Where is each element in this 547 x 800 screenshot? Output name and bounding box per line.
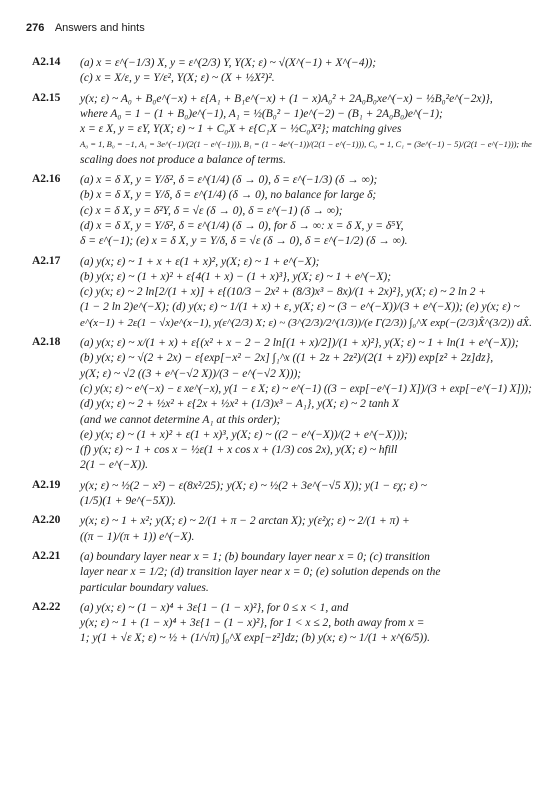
answer-line: (a) y(x; ε) ~ 1 + x + ε(1 + x)², y(X; ε) ~ 1 + e^(−X); (80, 255, 320, 268)
answer-line: where A₀ = 1 − (1 + B₀)e^(−1), A₁ = ½(B₀² − 1)e^(−2) − (B₁ + 2A₀B₀)e^(−1); (80, 107, 443, 120)
answer-line: (e) y(x; ε) ~ (1 + x)² + ε(1 + x)³, y(X; ε) ~ ((2 − e^(−X))/(2 + e^(−X))); (80, 428, 408, 441)
answer-line: y(x; ε) ~ 1 + x²; y(X; ε) ~ 2/(1 + π − 2 arctan X); y(ε²χ; ε) ~ 2/(1 + π) + (80, 515, 410, 528)
answer-text (32, 56, 532, 87)
answer-label: A2.17 (32, 254, 61, 267)
answer-entry (32, 56, 532, 87)
answer-line: (a) y(x; ε) ~ x/(1 + x) + ε{(x² + x − 2 − 2 ln[(1 + x)/2])/(1 + x)²}, y(X; ε) ~ 1 + ln(1 + e^(−X)); (80, 337, 519, 350)
answer-line: (b) x = δ X, y = Y/δ, δ = ε^(1/4) (δ → 0), no balance for large δ; (80, 189, 377, 202)
answer-text (32, 479, 532, 510)
answer-label: A2.19 (32, 478, 61, 491)
answer-text (32, 514, 532, 545)
answer-label: A2.15 (32, 91, 61, 104)
answer-line: (c) y(x; ε) ~ e^(−x) − ε xe^(−x), y(1 − ε X; ε) ~ e^(−1) ((3 − exp[−e^(−1) X])/(3 + exp[−e^(−1) X])); (80, 382, 532, 395)
answer-entry (32, 92, 532, 168)
answer-line: (a) y(x; ε) ~ (1 − x)⁴ + 3ε{1 − (1 − x)²}, for 0 ≤ x < 1, and (80, 601, 349, 614)
answer-label: A2.14 (32, 56, 61, 68)
answer-line: A₀ = 1, B₀ = −1, A₁ = 3e^(−1)/(2(1 − e^(−1))), B₁ = (1 − 4e^(−1))/(2(1 − e^(−1))), C₀ = 1, C₁ = (3e^(−1) − 5)/(2(1 − e^(−1))); the (80, 139, 532, 150)
answer-line: layer near x = 1/2; (d) transition layer near x = 0; (e) solution depends on the (80, 566, 441, 579)
answer-line: e^(x−1) + 2ε(1 − √x)e^(x−1), y(ε^(2/3) X; ε) ~ (3^(2/3)/2^(1/3))/(e Γ(2/3)) ∫₀^X exp(−(2/3)X̂^(3/2)) dX̂. (80, 316, 532, 329)
answer-line: (b) y(x; ε) ~ √(2 + 2x) − ε{exp[−x² − 2x] ∫₁^x ((1 + 2z + 2z²)/(2(1 + z)²)) exp[z² + 2z]dz}, (80, 352, 494, 365)
answer-line: (d) y(x; ε) ~ 2 + ½x² + ε{2x + ½x² + (1/3)x³ − A₁}, y(X; ε) ~ 2 tanh X (80, 398, 400, 411)
answer-line: (1/5)(1 + 9e^(−5X)). (80, 495, 177, 508)
answer-line: (a) x = ε^(−1/3) X, y = ε^(2/3) Y, Y(X; ε) ~ √(X^(−1) + X^(−4)); (80, 57, 377, 69)
answer-line: 2(1 − e^(−X)). (80, 459, 148, 472)
answer-line: δ = ε^(−1); (e) x = δ X, y = Y/δ, δ = √ε (δ → 0), δ = ε^(−1/2) (δ → ∞). (80, 235, 408, 248)
answer-line: y(X; ε) ~ √2 ((3 + e^(−√2 X))/(3 − e^(−√2 X))); (80, 367, 302, 380)
answers-body (32, 56, 532, 652)
answer-text (32, 336, 532, 474)
running-header (26, 22, 145, 34)
answer-entry (32, 550, 532, 596)
answer-label: A2.22 (32, 600, 61, 613)
answer-label: A2.20 (32, 514, 61, 527)
answer-entry (32, 173, 532, 249)
answer-text (32, 173, 532, 249)
answer-line: (f) y(x; ε) ~ 1 + cos x − ½ε(1 + x cos x + (1/3) cos 2x), y(X; ε) ~ hfill (80, 444, 398, 457)
answer-label: A2.21 (32, 549, 61, 562)
answer-line: y(x; ε) ~ A₀ + B₀e^(−x) + ε{A₁ + B₁e^(−x) + (1 − x)A₀² + 2A₀B₀xe^(−x) − ½B₀²e^(−2x)}, (80, 92, 493, 105)
answer-line: (1 − 2 ln 2)e^(−X); (d) y(x; ε) ~ 1/(1 + x) + ε, y(X; ε) ~ (3 − e^(−X))/(3 + e^(−X)); (e) y(x; ε) ~ (80, 301, 520, 314)
answer-line: ((π − 1)/(π + 1)) e^(−X). (80, 530, 195, 543)
answer-line: particular boundary values. (80, 581, 209, 594)
answer-text (32, 255, 532, 331)
answer-entry (32, 255, 532, 331)
answer-line: (a) boundary layer near x = 1; (b) boundary layer near x = 0; (c) transition (80, 550, 430, 563)
answer-label: A2.16 (32, 173, 61, 186)
answer-line: scaling does not produce a balance of terms. (80, 153, 286, 166)
answer-label: A2.18 (32, 336, 61, 349)
answer-entry (32, 336, 532, 474)
answer-text (32, 601, 532, 647)
answer-line: (a) x = δ X, y = Y/δ², δ = ε^(1/4) (δ → 0), δ = ε^(−1/3) (δ → ∞); (80, 174, 378, 187)
answer-text (32, 550, 532, 596)
running-title: Answers and hints (54, 22, 145, 34)
answer-line: 1; y(1 + √ε X; ε) ~ ½ + (1/√π) ∫₀^X exp[−z²]dz; (b) y(x; ε) ~ 1/(1 + x^(6/5)). (80, 632, 430, 645)
answer-entry (32, 514, 532, 545)
answer-line: y(x; ε) ~ ½(2 − x²) − ε(8x²/25); y(X; ε) ~ ½(2 + 3e^(−√5 X)); y(1 − εχ; ε) ~ (80, 479, 427, 492)
answer-line: (c) y(x; ε) ~ 2 ln[2/(1 + x)] + ε{(10/3 − 2x² + (8/3)x³ − 8x)/(1 + 2x)²}, y(X; ε) ~ 2 ln 2 + (80, 286, 487, 299)
answer-line: (b) y(x; ε) ~ (1 + x)² + ε{4(1 + x) − (1 + x)³}, y(X; ε) ~ 1 + e^(−X); (80, 270, 392, 283)
answer-line: (and we cannot determine A₁ at this order); (80, 413, 281, 426)
page-number: 276 (26, 22, 45, 34)
answer-line: (c) x = X/ε, y = Y/ε², Y(X; ε) ~ (X + ½X²)². (80, 72, 275, 85)
answer-line: y(x; ε) ~ 1 + (1 − x)⁴ + 3ε{1 − (1 − x)²}, for 1 < x ≤ 2, both away from x = (80, 617, 425, 630)
answer-line: (c) x = δ X, y = δ²Y, δ = √ε (δ → 0), δ = ε^(−1) (δ → ∞); (80, 204, 343, 217)
answer-text (32, 92, 532, 168)
answer-entry (32, 479, 532, 510)
answer-entry (32, 601, 532, 647)
answer-line: x = ε X, y = εY, Y(X; ε) ~ 1 + C₀X + ε{C₁X − ½C₀X²}; matching gives (80, 123, 402, 136)
answer-line: (d) x = δ X, y = Y/δ², δ = ε^(1/4) (δ → 0), for δ → ∞: x = δ X, y = δ⁵Y, (80, 219, 404, 232)
